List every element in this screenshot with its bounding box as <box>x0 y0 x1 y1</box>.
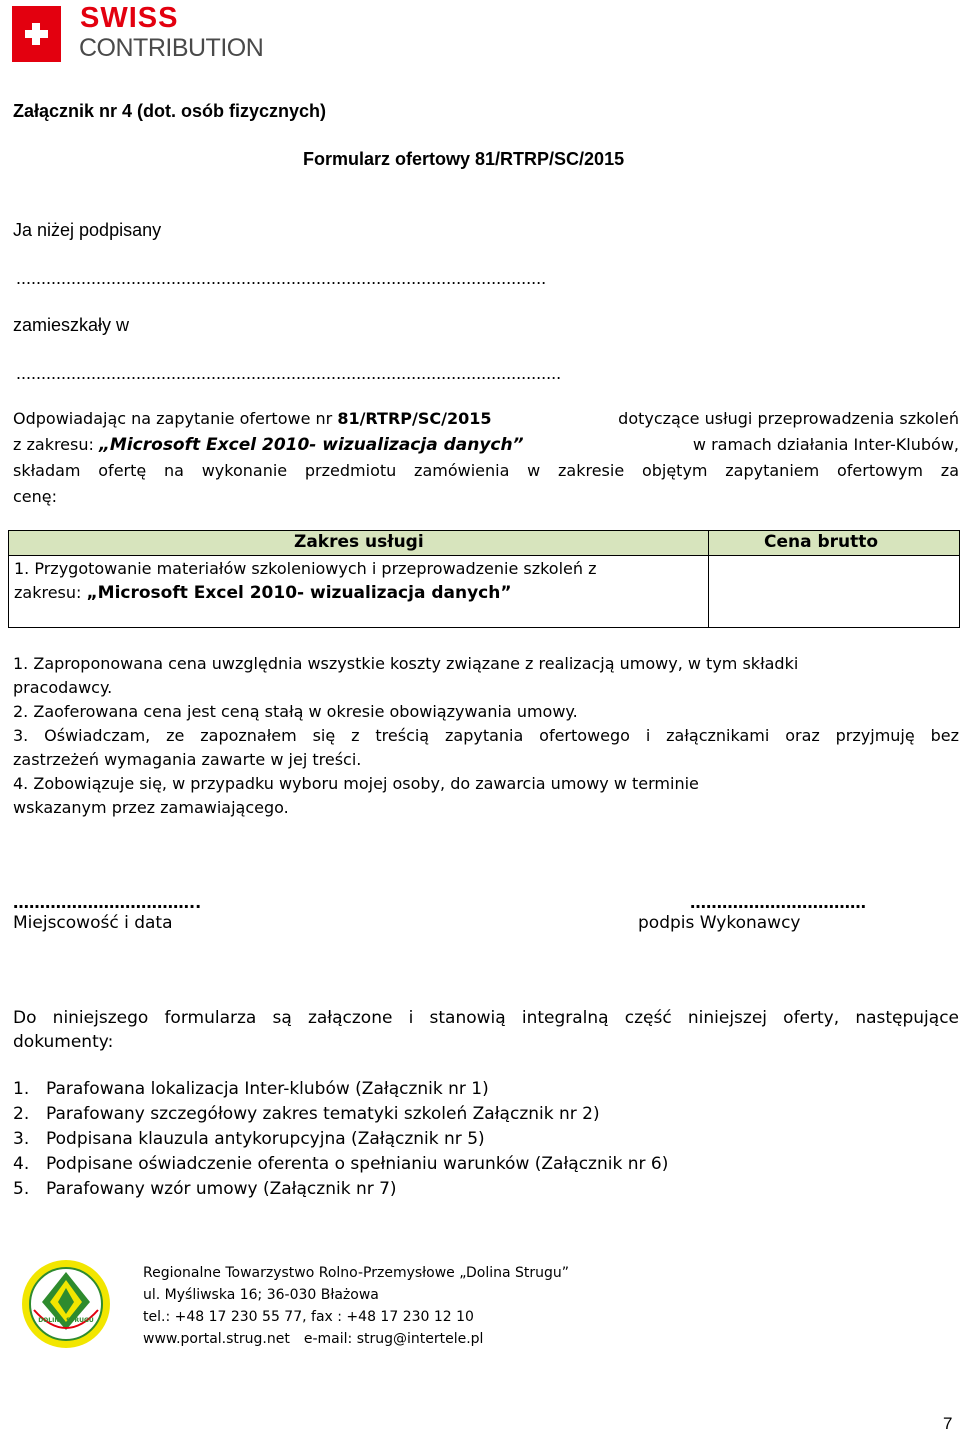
intro-line-2 <box>13 432 959 458</box>
list-item: 2. Parafowany szczegółowy zakres tematyki szkoleń Załącznik nr 2) <box>13 1104 600 1124</box>
footer-phone: tel.: +48 17 230 55 77, fax : +48 17 230 12 10 <box>143 1309 474 1325</box>
footer-email: e-mail: strug@intertele.pl <box>303 1331 484 1347</box>
footer-contact <box>143 1262 569 1350</box>
list-item: 1. Parafowana lokalizacja Inter-klubów (Załącznik nr 1) <box>13 1079 489 1099</box>
table-row-text: 1. Przygotowanie materiałów szkoleniowych i przeprowadzenie szkoleń z <box>14 559 597 578</box>
annex-title: Załącznik nr 4 (dot. osób fizycznych) <box>13 101 327 121</box>
signature-dots: …………………………… <box>690 893 866 912</box>
condition-3-cont: zastrzeżeń wymagania zawarte w jej treści. <box>13 750 362 769</box>
signatory-label: Ja niżej podpisany <box>13 220 162 240</box>
page-number: 7 <box>943 1414 953 1433</box>
attachments-list <box>13 1077 668 1202</box>
intro-paragraph <box>13 406 959 510</box>
condition-2: 2. Zaoferowana cena jest ceną stałą w okresie obowiązywania umowy. <box>13 702 578 721</box>
conditions-list <box>13 652 959 820</box>
place-date-label: Miejscowość i data <box>13 913 173 933</box>
intro-text: z zakresu: <box>13 435 99 454</box>
list-item: 3. Podpisana klauzula antykorupcyjna (Załącznik nr 5) <box>13 1129 485 1149</box>
table-header-scope-label: Zakres usługi <box>294 532 424 552</box>
table-header-price-label: Cena brutto <box>764 532 879 552</box>
condition-3: 3. Oświadczam, ze zapoznałem się z treścią zapytania ofertowego i załącznikami oraz przyjmuję bez <box>13 726 959 745</box>
intro-line-1 <box>13 406 959 432</box>
intro-line-4: cenę: <box>13 487 58 506</box>
footer-website: www.portal.strug.net <box>143 1331 290 1347</box>
table-row-text: zakresu: <box>14 583 87 602</box>
swiss-cross-logo-icon <box>12 6 61 62</box>
attachments-intro-line-1: Do niniejszego formularza są załączone i stanowią integralną część niniejszej oferty, następujące <box>13 1008 959 1028</box>
signature-label: podpis Wykonawcy <box>638 913 801 933</box>
attachments-intro-line-2: dokumenty: <box>13 1032 114 1052</box>
place-date-dots: …………………………….. <box>13 893 202 912</box>
intro-text: Odpowiadając na zapytanie ofertowe nr <box>13 409 338 428</box>
condition-1: 1. Zaproponowana cena uwzględnia wszystkie koszty związane z realizacją umowy, w tym składki <box>13 654 799 673</box>
address-dotted-line: ............................................................................................................. <box>16 363 562 383</box>
form-title: Formularz ofertowy 81/RTRP/SC/2015 <box>303 149 625 169</box>
dolina-strugu-logo-icon: DOLINA STRUGU <box>20 1258 112 1350</box>
residence-label: zamieszkały w <box>13 315 130 335</box>
name-dotted-line: .......................................................................................................... <box>16 268 547 288</box>
table-header-price <box>709 531 959 556</box>
condition-4-cont: wskazanym przez zamawiającego. <box>13 798 289 817</box>
inquiry-number: 81/RTRP/SC/2015 <box>337 409 492 428</box>
intro-text: w ramach działania Inter-Klubów, <box>692 435 959 454</box>
attachments-intro <box>13 1006 959 1054</box>
intro-line-3: składam ofertę na wykonanie przedmiotu zamówienia w zakresie objętym zapytaniem ofertowym za <box>13 461 959 480</box>
table-row-course: „Microsoft Excel 2010- wizualizacja danych” <box>86 583 512 603</box>
list-item: 5. Parafowany wzór umowy (Załącznik nr 7) <box>13 1179 397 1199</box>
table-header-scope <box>9 531 709 556</box>
course-name: „Microsoft Excel 2010- wizualizacja danych” <box>98 435 524 455</box>
list-item: 4. Podpisane oświadczenie oferenta o spełnianiu warunków (Załącznik nr 6) <box>13 1154 669 1174</box>
logo-word-swiss: SWISS <box>80 2 179 34</box>
condition-1-cont: pracodawcy. <box>13 678 113 697</box>
condition-4: 4. Zobowiązuje się, w przypadku wyboru mojej osoby, do zawarcia umowy w terminie <box>13 774 699 793</box>
logo-word-contribution: CONTRIBUTION <box>79 34 264 62</box>
table-row-scope <box>14 557 597 605</box>
offer-table <box>8 530 960 628</box>
intro-text: dotyczące usługi przeprowadzenia szkoleń <box>618 409 959 428</box>
footer-address: ul. Myśliwska 16; 36-030 Błażowa <box>143 1287 379 1303</box>
footer-org-name: Regionalne Towarzystwo Rolno-Przemysłowe „Dolina Strugu” <box>143 1265 570 1281</box>
